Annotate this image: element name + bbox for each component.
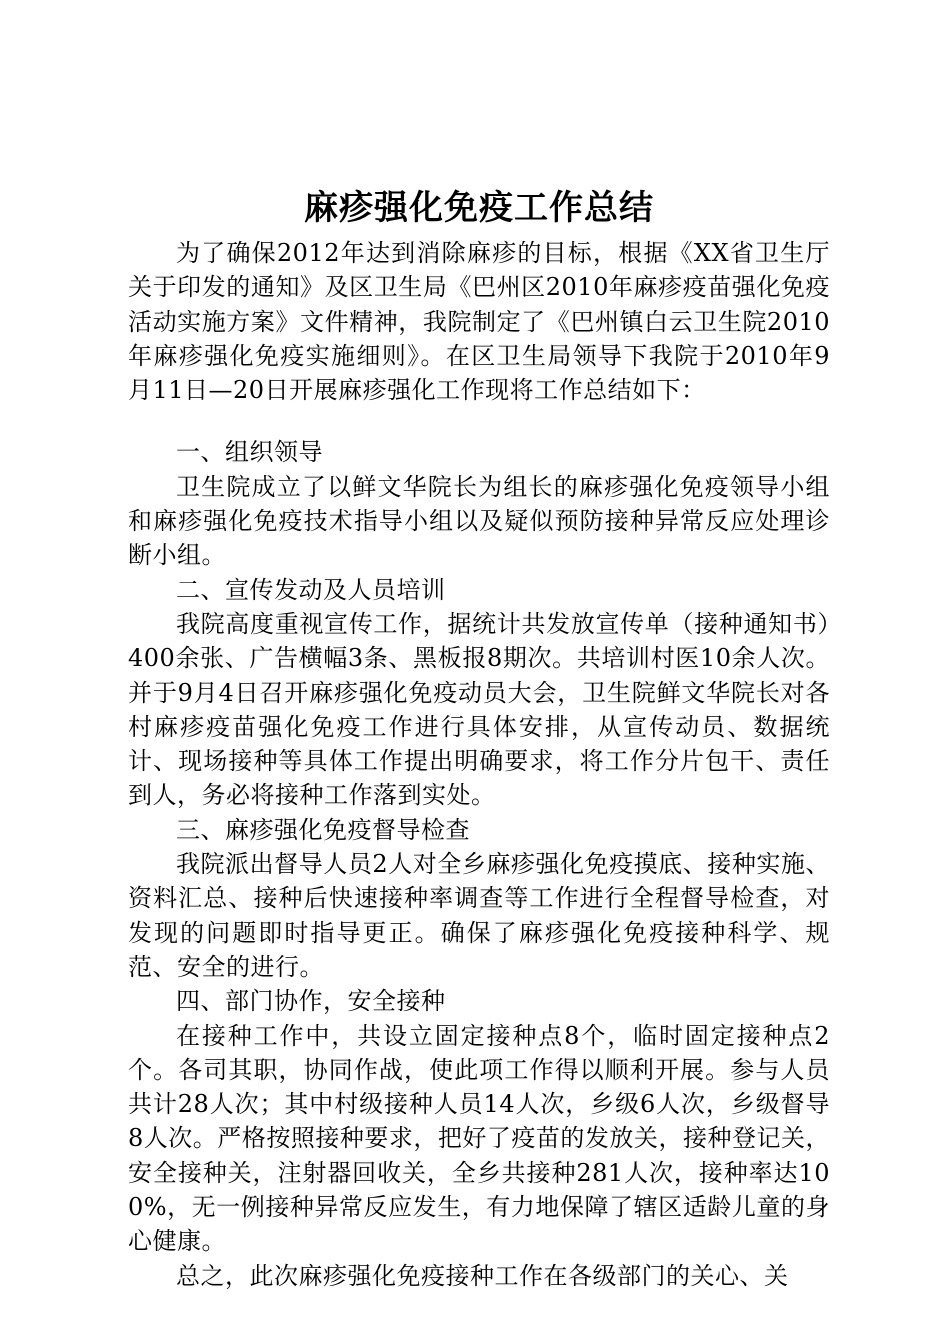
intro-paragraph: 为了确保2012年达到消除麻疹的目标，根据《XX省卫生厅关于印发的通知》及区卫生局《巴州区2010年麻疹疫苗强化免疫活动实施方案》文件精神，我院制定了《巴州镇白云卫生院2010年麻疹强化免疫实施细则》。在区卫生局领导下我院于2010年9月11日—20日开展麻疹强化工作现将工作总结如下： <box>128 239 830 405</box>
section-body-organization: 卫生院成立了以鲜文华院长为组长的麻疹强化免疫领导小组和麻疹强化免疫技术指导小组以及疑似预防接种异常反应处理诊断小组。 <box>128 472 830 570</box>
section-body-supervision: 我院派出督导人员2人对全乡麻疹强化免疫摸底、接种实施、资料汇总、接种后快速接种率调查等工作进行全程督导检查，对发现的问题即时指导更正。确保了麻疹强化免疫接种科学、规范、安全的进行。 <box>128 850 830 981</box>
section-heading-supervision: 三、麻疹强化免疫督导检查 <box>176 815 470 844</box>
section-heading-cooperation: 四、部门协作，安全接种 <box>176 987 446 1016</box>
document-title: 麻疹强化免疫工作总结 <box>304 188 654 228</box>
document-page <box>128 180 830 1293</box>
paragraph-gap <box>128 407 830 435</box>
section-heading-organization: 一、组织领导 <box>176 438 323 467</box>
section-heading-publicity-training: 二、宣传发动及人员培训 <box>176 575 446 604</box>
section-body-cooperation: 在接种工作中，共设立固定接种点8个，临时固定接种点2个。各司其职，协同作战，使此项工作得以顺利开展。参与人员共计28人次；其中村级接种人员14人次，乡级6人次，乡级督导8人次。严格按照接种要求，把好了疫苗的发放关，接种登记关，安全接种关，注射器回收关，全乡共接种281人次，接种率达100%，无一例接种异常反应发生，有力地保障了辖区适龄儿童的身心健康。 <box>128 1021 830 1256</box>
closing-paragraph: 总之，此次麻疹强化免疫接种工作在各级部门的关心、关 <box>176 1261 789 1290</box>
section-body-publicity-training: 我院高度重视宣传工作，据统计共发放宣传单（接种通知书）400余张、广告横幅3条、黑板报8期次。共培训村医10余人次。并于9月4日召开麻疹强化免疫动员大会，卫生院鲜文华院长对各村麻疹疫苗强化免疫工作进行具体安排，从宣传动员、数据统计、现场接种等具体工作提出明确要求，将工作分片包干、责任到人，务必将接种工作落到实处。 <box>128 609 830 810</box>
